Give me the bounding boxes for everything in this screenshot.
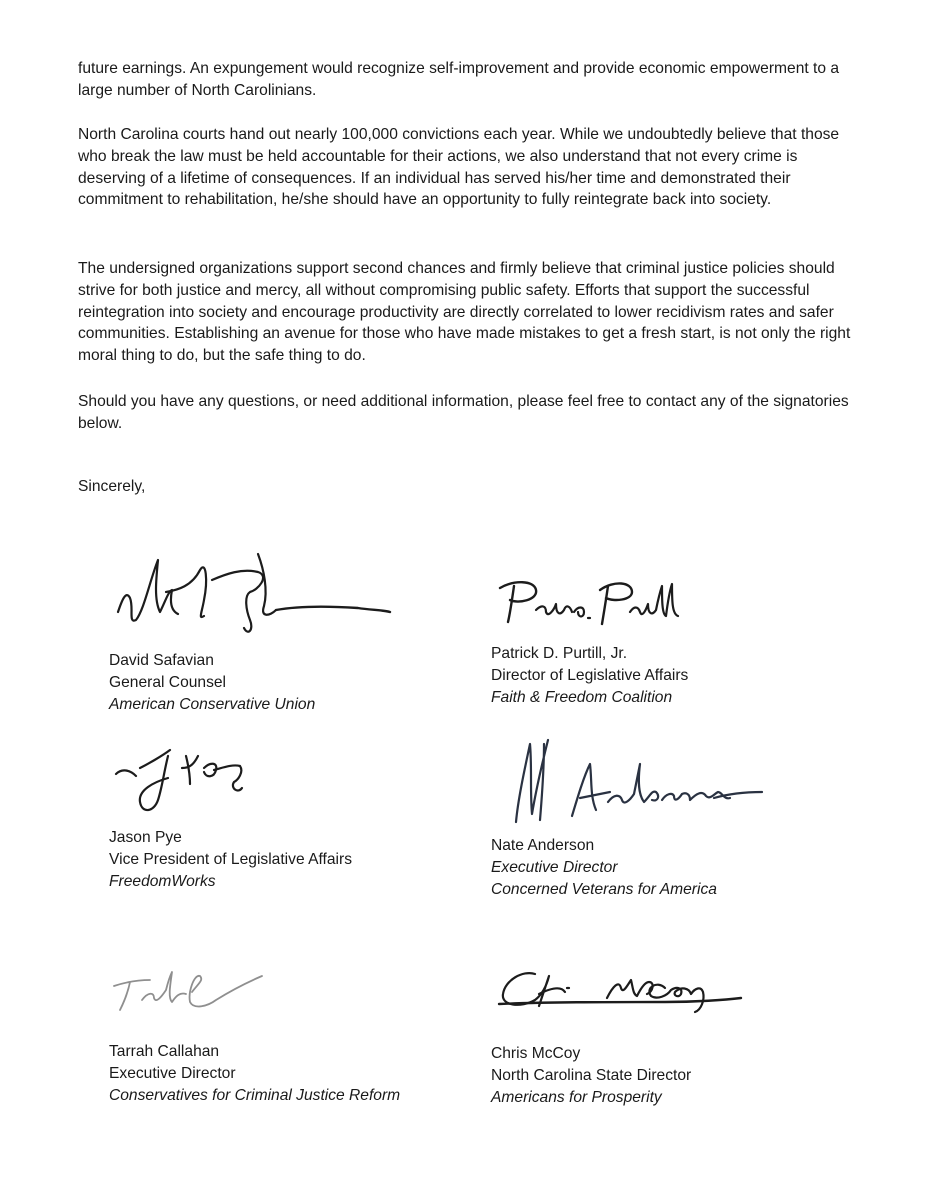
paragraph-intro-tail: future earnings. An expungement would recognize self-improvement and provide economic empowerment to a large number of North Carolinians. bbox=[78, 60, 840, 99]
signatory-title: Director of Legislative Affairs bbox=[491, 667, 689, 684]
signatory-title: Executive Director bbox=[109, 1065, 236, 1082]
signatory-title: Executive Director bbox=[491, 859, 618, 876]
handwritten-signature-pye bbox=[108, 738, 258, 818]
signatory-name: David Safavian bbox=[109, 652, 214, 669]
signatory-name: Patrick D. Purtill, Jr. bbox=[491, 645, 628, 662]
signatory-title: General Counsel bbox=[109, 674, 227, 691]
signatory-name: Jason Pye bbox=[109, 829, 182, 846]
signatory-name: Nate Anderson bbox=[491, 837, 595, 854]
signatory-organization: Americans for Prosperity bbox=[491, 1089, 662, 1106]
handwritten-signature-anderson bbox=[500, 730, 770, 830]
handwritten-signature-mccoy bbox=[495, 960, 745, 1020]
handwritten-signature-purtill bbox=[490, 570, 690, 630]
signatory-organization: Concerned Veterans for America bbox=[491, 881, 717, 898]
signatory-organization: Faith & Freedom Coalition bbox=[491, 689, 673, 706]
paragraph-contact: Should you have any questions, or need additional information, please feel free to contact any of the signatories below. bbox=[78, 393, 849, 432]
signatory-organization: FreedomWorks bbox=[109, 873, 216, 890]
signatory-organization: American Conservative Union bbox=[109, 696, 316, 713]
handwritten-signature-safavian bbox=[108, 540, 398, 640]
paragraph-convictions: North Carolina courts hand out nearly 100,000 convictions each year. While we undoubtedly believe that those who break the law must be held accountable for their actions, we also understand that not every crime is deserving of a lifetime of consequences. If an individual has served his/her time and demonstrated their commitment to rehabilitation, he/she should have an opportunity to fully reintegrate back into society. bbox=[78, 126, 840, 209]
signatory-title: Vice President of Legislative Affairs bbox=[109, 851, 352, 868]
signatory-name: Tarrah Callahan bbox=[109, 1043, 220, 1060]
closing-sincerely: Sincerely, bbox=[78, 478, 146, 495]
paragraph-second-chances: The undersigned organizations support second chances and firmly believe that criminal justice policies should strive for both justice and mercy, all without compromising public safety. Efforts that support the successful reintegration into society and encourage productivity are directly correlated to lower recidivism rates and safer communities. Establishing an avenue for those who have made mistakes to get a fresh start, is not only the right moral thing to do, but the safe thing to do. bbox=[78, 260, 851, 365]
signatory-organization: Conservatives for Criminal Justice Reform bbox=[109, 1087, 401, 1104]
signatory-title: North Carolina State Director bbox=[491, 1067, 692, 1084]
handwritten-signature-callahan bbox=[108, 962, 278, 1022]
signatory-name: Chris McCoy bbox=[491, 1045, 581, 1062]
